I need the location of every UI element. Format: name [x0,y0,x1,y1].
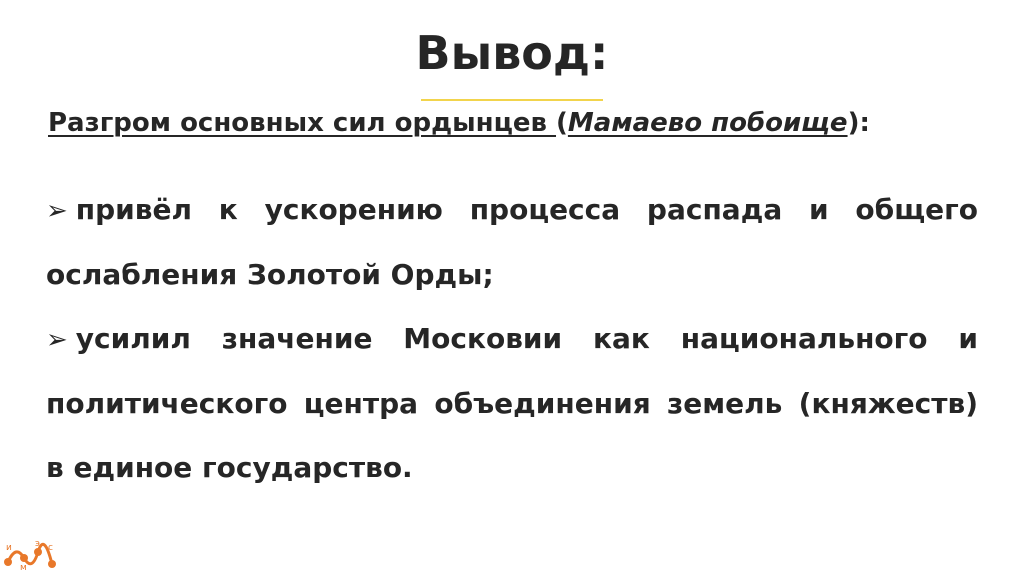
imes-logo [2,538,60,572]
bullet-list [46,178,978,500]
subtitle-paren-open: ( [556,108,568,138]
title-underline-divider [421,99,603,101]
slide-title: Вывод: [415,26,609,80]
bullet-item [46,307,978,500]
bullet-text: привёл к ускорению процесса распада и общего ослабления Золотой Орды; [46,193,978,291]
logo-letter: э [35,539,40,549]
bullet-text: усилил значение Московии как национального и политического центра объединения земель (княжеств) в единое государство. [46,322,978,484]
bullet-item [46,178,978,307]
slide-subtitle [48,108,988,138]
subtitle-lead: Разгром основных сил ордынцев [48,108,557,138]
logo-letter: м [20,563,27,572]
logo-letter: с [48,543,53,553]
subtitle-paren-close: ): [847,108,870,138]
logo-letter: и [6,543,12,553]
arrow-bullet-icon: ➢ [46,325,68,355]
arrow-bullet-icon: ➢ [46,196,68,226]
subtitle-italic: Мамаево побоище [567,108,848,138]
